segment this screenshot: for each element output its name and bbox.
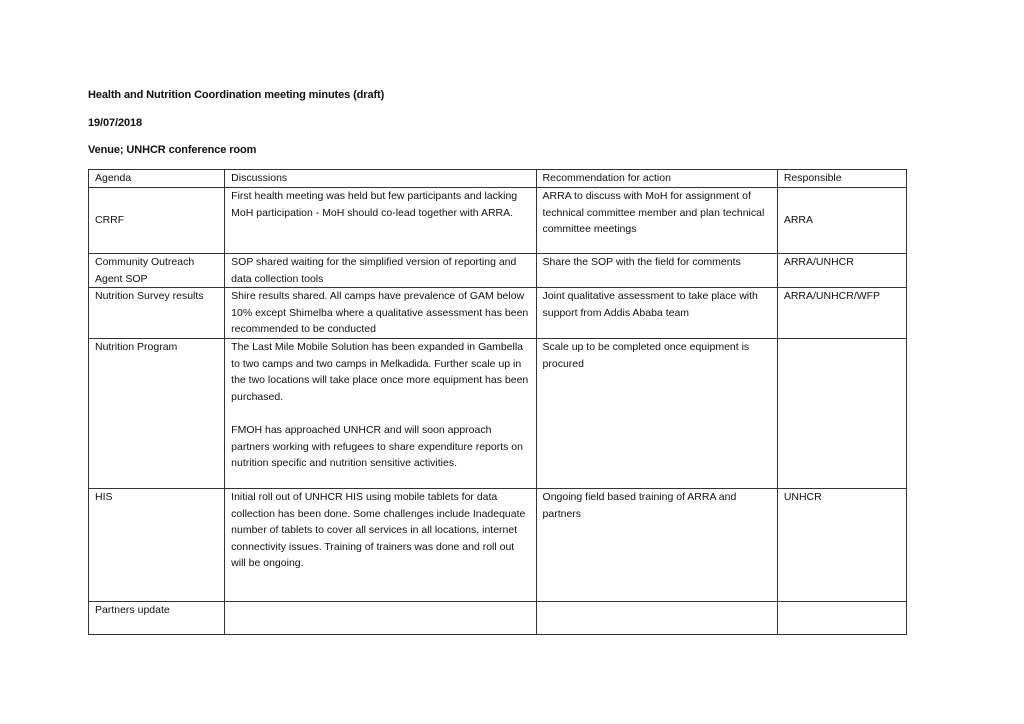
discussions-cell <box>225 601 536 634</box>
responsible-cell: ARRA <box>777 188 906 254</box>
agenda-cell: Nutrition Program <box>89 338 225 488</box>
recommendation-cell: Ongoing field based training of ARRA and partners <box>536 488 777 601</box>
discussion-paragraph: FMOH has approached UNHCR and will soon approach partners working with refugees to share expenditure reports on nutrition specific and nutrition sensitive activities. <box>231 423 523 470</box>
discussion-paragraph: Shire results shared. All camps have prevalence of GAM below 10% except Shimelba where a qualitative assessment has been recommended to be conducted <box>231 290 529 336</box>
discussions-cell <box>225 188 536 254</box>
discussions-cell <box>225 338 536 488</box>
recommendation-cell: Scale up to be completed once equipment is procured <box>536 338 777 488</box>
document-title: Health and Nutrition Coordination meeting minutes (draft) <box>88 89 385 101</box>
recommendation-cell <box>536 601 777 634</box>
responsible-cell: ARRA/UNHCR/WFP <box>777 288 906 339</box>
column-header-agenda: Agenda <box>89 170 225 188</box>
agenda-cell: CRRF <box>89 188 225 254</box>
meeting-venue: Venue; UNHCR conference room <box>88 144 257 156</box>
recommendation-cell: ARRA to discuss with MoH for assignment of technical committee member and plan technical committee meetings <box>536 188 777 254</box>
discussions-cell <box>225 488 536 601</box>
table-row <box>89 254 907 288</box>
discussion-paragraph: Initial roll out of UNHCR HIS using mobile tablets for data collection has been done. Some challenges include Inadequate number of tablets to cover all services in all locations, internet connectivity issues. Training of trainers was done and roll out will be ongoing. <box>231 490 526 570</box>
meeting-date: 19/07/2018 <box>88 117 143 129</box>
agenda-cell: Nutrition Survey results <box>89 288 225 339</box>
discussions-cell <box>225 254 536 288</box>
column-header-discussions: Discussions <box>225 170 536 188</box>
recommendation-cell: Share the SOP with the field for comments <box>536 254 777 288</box>
responsible-cell: ARRA/UNHCR <box>777 254 906 288</box>
table-row <box>89 288 907 339</box>
discussion-paragraph: First health meeting was held but few participants and lacking MoH participation - MoH should co-lead together with ARRA. <box>231 190 518 219</box>
agenda-cell: HIS <box>89 488 225 601</box>
minutes-table <box>88 169 907 635</box>
responsible-cell: UNHCR <box>777 488 906 601</box>
recommendation-cell: Joint qualitative assessment to take place with support from Addis Ababa team <box>536 288 777 339</box>
discussion-paragraph: SOP shared waiting for the simplified version of reporting and data collection tools <box>231 256 517 285</box>
responsible-cell <box>777 338 906 488</box>
discussion-paragraph: The Last Mile Mobile Solution has been expanded in Gambella to two camps and two camps in Melkadida. Further scale up in the two locations will take place once more equipment has been purchased. <box>231 340 529 403</box>
table-row <box>89 488 907 601</box>
table-row <box>89 338 907 488</box>
agenda-cell: Partners update <box>89 601 225 634</box>
discussions-cell <box>225 288 536 339</box>
table-row <box>89 188 907 254</box>
responsible-cell <box>777 601 906 634</box>
table-header-row <box>89 170 907 188</box>
agenda-cell: Community Outreach Agent SOP <box>89 254 225 288</box>
column-header-recommendation: Recommendation for action <box>536 170 777 188</box>
table-row <box>89 601 907 634</box>
column-header-responsible: Responsible <box>777 170 906 188</box>
